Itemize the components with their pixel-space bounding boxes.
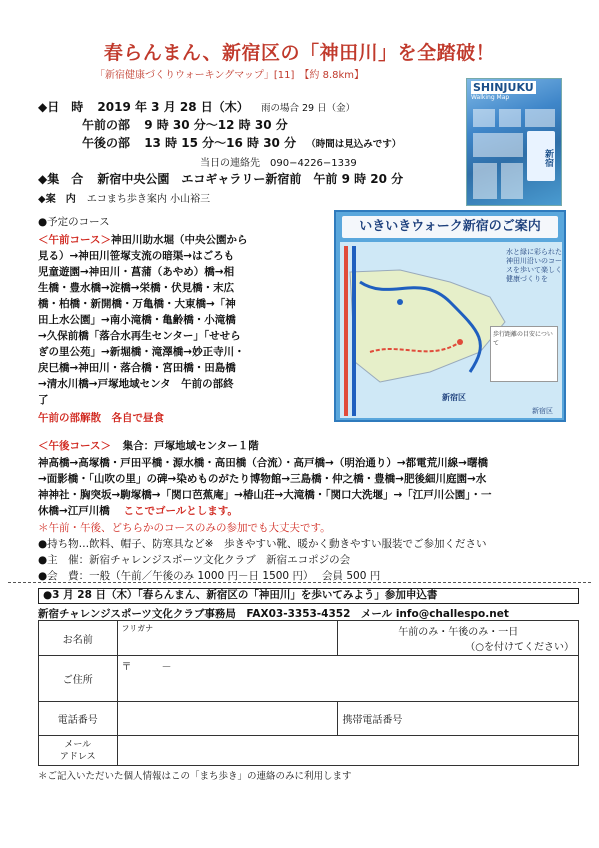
mobile-cell[interactable] bbox=[338, 702, 579, 736]
walking-map-cover-image bbox=[466, 78, 562, 206]
course-heading: ●予定のコース bbox=[38, 216, 110, 228]
am-dismiss: 午前の部解散 各自で昼食 bbox=[38, 412, 164, 424]
postal-code: 〒 － bbox=[121, 662, 172, 673]
pm-row: 午後の部 13 時 15 分〜16 時 30 分 （時間は見込みです） bbox=[82, 136, 402, 150]
route-map-image bbox=[334, 210, 566, 422]
choice-options: 午前のみ・午後のみ・一日 bbox=[398, 627, 519, 638]
map-legend: 歩行距離の目安について bbox=[490, 326, 558, 382]
furigana-label: フリガナ bbox=[121, 624, 154, 633]
address-label: ご住所 bbox=[39, 656, 118, 702]
address-field[interactable] bbox=[117, 656, 578, 702]
phone-field[interactable] bbox=[117, 702, 338, 736]
page-subtitle: 「新宿健康づくりウォーキングマップ」[11] 【約 8.8km】 bbox=[95, 70, 365, 81]
participation-choice[interactable] bbox=[338, 621, 579, 656]
host: ●主 催：新宿チャレンジスポーツ文化クラブ 新宿エコポジの会 bbox=[38, 554, 351, 566]
am-row: 午前の部 9 時 30 分〜12 時 30 分 bbox=[82, 118, 288, 132]
pm-course-header: ＜午後コース＞ 集合：戸塚地域センター１階 bbox=[38, 440, 259, 452]
cover-subtitle: Walking Map bbox=[471, 94, 510, 101]
map-logo: 新宿区 bbox=[532, 407, 553, 415]
application-form bbox=[38, 620, 579, 766]
page-title: 春らんまん、新宿区の「神田川」を全踏破！ bbox=[103, 42, 496, 64]
pm-course-label: ＜午後コース＞ bbox=[38, 440, 111, 452]
cover-badge: 新宿 bbox=[527, 131, 555, 181]
map-ward-label: 新宿区 bbox=[442, 393, 466, 402]
pm-course: 神高橋→高塚橋・戸田平橋・源水橋・高田橋（合流）・高戸橋→（明治通り）→都電荒川線→曙橋 →面影橋・「山吹の里」の碑→染めものがたり博物館→三島橋・仲之橋・豊橋→肥後細川庭園→水 神神社・胸突坂→駒塚橋→「関口芭蕉庵」→椿山荘→大滝橋・「関口大洗堰」→「江戸川公園」・一 休橋→江戸川橋 ここでゴールとします。 bbox=[38, 457, 492, 517]
choice-note: （○を付けてください） bbox=[465, 642, 574, 653]
mobile-label: 携帯電話番号 bbox=[342, 715, 403, 726]
contact: 当日の連絡先 090−4226−1339 bbox=[200, 158, 357, 169]
map-description: 水と緑に彩られた神田川沿いのコースを歩いて楽しく健康づくりを bbox=[506, 248, 562, 283]
meet-row: ◆集 合 新宿中央公園 エコギャラリー新宿前 午前 9 時 20 分 bbox=[38, 172, 404, 186]
pm-goal: ここでゴールとします。 bbox=[123, 505, 238, 517]
guide-row: ◆案 内 エコまち歩き案内 小山裕三 bbox=[38, 194, 211, 205]
am-course-label: ＜午前コース＞ bbox=[38, 234, 111, 246]
mail-field[interactable] bbox=[117, 736, 578, 766]
cut-line bbox=[8, 582, 591, 583]
application-form-title: ●3 月 28 日（木）「春らんまん、新宿区の「神田川」を歩いてみよう」参加申込書 bbox=[38, 588, 579, 604]
mail-label: メール アドレス bbox=[39, 736, 118, 766]
date-row: ◆日 時 2019 年 3 月 28 日（木） 雨の場合 29 日（金） bbox=[38, 100, 356, 114]
course-note: ＊午前・午後、どちらかのコースのみの参加でも大丈夫です。 bbox=[38, 522, 331, 534]
items-to-bring: ●持ち物…飲料、帽子、防寒具など※ 歩きやすい靴、暖かく動きやすい服装でご参加ください bbox=[38, 538, 487, 550]
phone-label: 電話番号 bbox=[39, 702, 118, 736]
office-contact: 新宿チャレンジスポーツ文化クラブ事務局 FAX03-3353-4352 メール info@challespo.net bbox=[38, 608, 509, 620]
privacy-note: ＊ご記入いただいた個人情報はこの「まち歩き」の連絡のみに利用します bbox=[38, 771, 352, 782]
name-label: お名前 bbox=[39, 621, 118, 656]
map-title: いきいきウォーク新宿のご案内 bbox=[342, 216, 558, 238]
cover-title: SHINJUKU bbox=[473, 81, 534, 94]
am-course: ＜午前コース＞神田川助水堀（中央公園から 見る）→神田川笹塚支流の暗渠→はごろも 児童遊園→神田川・菖蒲（あやめ）橋→相 生橋・豊水橋→淀橋→栄橋・伏見橋・末広 橋・柏橋・新開橋・万亀橋・大東橋→「神 田上水公園」→南小滝橋・亀齢橋・小滝橋 →久保前橋「落合水再生センター」「せせら ぎの里公苑」→新堀橋・滝澤橋→妙正寺川・ 戻巳橋→神田川・落合橋・宮田橋・田島橋 →清水川橋→戸塚地域センタ 午前の部終 了 bbox=[38, 234, 248, 406]
name-field[interactable] bbox=[117, 621, 338, 656]
fee: ●会 費：一般（午前／午後のみ 1000 円－日 1500 円） 会員 500 円 bbox=[38, 570, 381, 582]
